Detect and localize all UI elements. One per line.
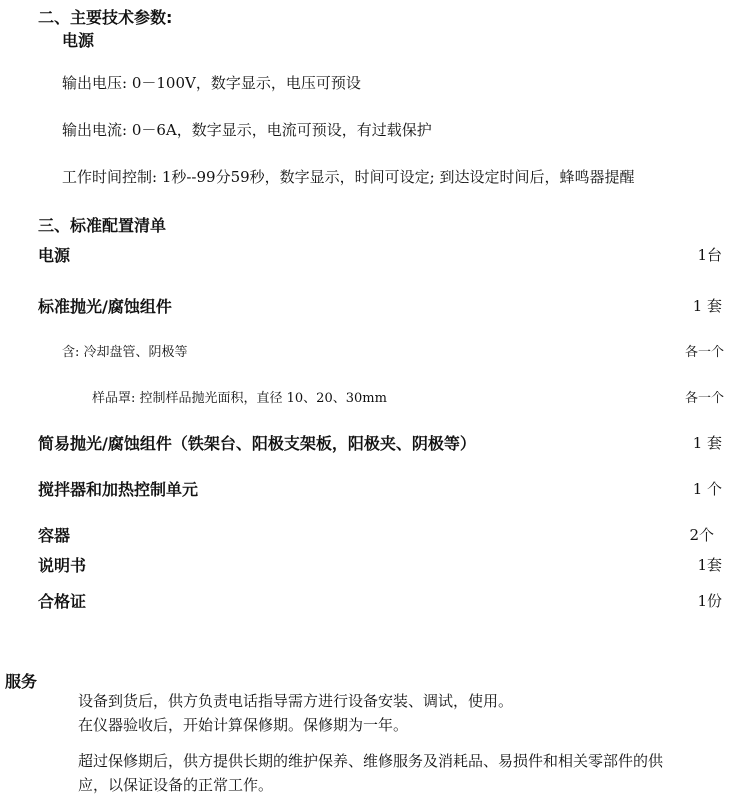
config-heading: 三、标准配置清单 (38, 216, 167, 235)
service-line: 在仪器验收后，开始计算保修期。保修期为一年。 (78, 716, 409, 734)
config-subitem-qty: 各一个 (684, 345, 724, 360)
config-item-name: 简易抛光/腐蚀组件（铁架台、阳极支架板，阳极夹、阴极等） (38, 434, 476, 453)
config-item-name: 标准抛光/腐蚀组件 (38, 297, 172, 316)
spec-line-voltage: 输出电压: 0－100V，数字显示，电压可预设 (62, 74, 361, 92)
service-line: 设备到货后，供方负责电话指导需方进行设备安装、调试，使用。 (78, 692, 514, 710)
spec-line-current: 输出电流: 0－6A，数字显示，电流可预设，有过载保护 (62, 121, 432, 139)
spec-heading: 二、主要技术参数: (38, 8, 173, 27)
config-subitem-name: 样品罩: 控制样品抛光面积，直径 10、20、30mm (92, 391, 387, 406)
service-heading: 服务 (5, 672, 38, 691)
config-item-qty: 1份 (697, 592, 722, 610)
service-line: 超过保修期后，供方提供长期的维护保养、维修服务及消耗品、易损件和相关零部件的供 (78, 752, 664, 770)
service-line: 应，以保证设备的正常工作。 (78, 776, 274, 794)
config-item-name: 搅拌器和加热控制单元 (38, 480, 199, 499)
config-item-qty: 1 套 (692, 297, 722, 315)
config-item-name: 合格证 (38, 592, 87, 611)
config-subitem-name: 含: 冷却盘管、阴极等 (62, 345, 188, 360)
config-item-qty: 1套 (697, 556, 722, 574)
config-item-qty: 1 个 (692, 480, 722, 498)
config-item-qty: 1台 (697, 246, 722, 264)
spec-subheading: 电源 (62, 31, 95, 50)
config-item-qty: 2个 (689, 526, 714, 544)
config-item-qty: 1 套 (692, 434, 722, 452)
config-item-name: 电源 (38, 246, 71, 265)
spec-line-timer: 工作时间控制: 1秒--99分59秒，数字显示，时间可设定; 到达设定时间后，蜂鸣器提醒 (62, 168, 635, 186)
config-item-name: 容器 (38, 526, 71, 545)
config-subitem-qty: 各一个 (684, 391, 724, 406)
config-item-name: 说明书 (38, 556, 87, 575)
